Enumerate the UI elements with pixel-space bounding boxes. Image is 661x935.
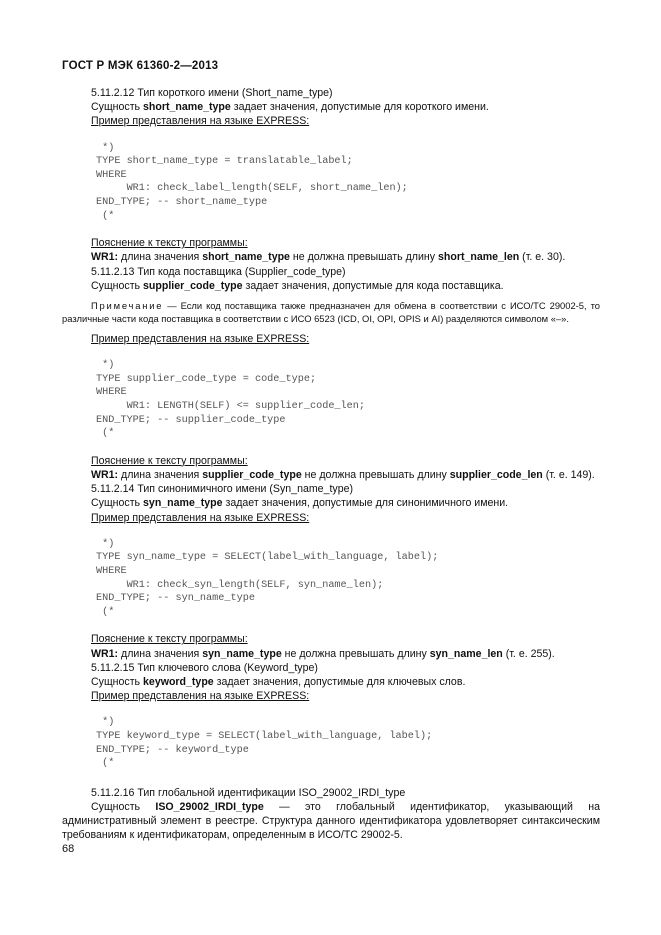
express-code-block: *) TYPE supplier_code_type = code_type; WHERE WR1: LENGTH(SELF) <= supplier_code_len; END_TYPE; -- supplier_code_type (*: [96, 360, 365, 440]
section-heading: 5.11.2.14 Тип синонимичного имени (Syn_name_type): [91, 483, 354, 496]
entity-name: ISO_29002_IRDI_type: [155, 800, 264, 813]
note-paragraph: Примечание — Если код поставщика также предназначен для обмена в соответствии с ИСО/ТС 29002-5, то различные части кода поставщика в соответствии с ИСО 6523 (ICD, OI, OPI, OPIS и AI) разделяются символом «–».: [62, 299, 600, 324]
explanation-label: Пояснение к тексту программы:: [91, 633, 248, 646]
example-label: Пример представления на языке EXPRESS:: [91, 332, 310, 345]
document-header: ГОСТ Р МЭК 61360-2—2013: [62, 60, 219, 72]
entity-description: Сущность keyword_type задает значения, допустимые для ключевых слов.: [91, 675, 466, 688]
entity-name: syn_name_type: [143, 497, 223, 510]
rule-explanation: WR1: длина значения short_name_type не должна превышать длину short_name_len (т. е. 30).: [91, 251, 566, 264]
express-code-block: *) TYPE syn_name_type = SELECT(label_with_language, label); WHERE WR1: check_syn_length(SELF, syn_name_len); END_TYPE; -- syn_name_type (*: [96, 538, 439, 618]
section-heading: 5.11.2.16 Тип глобальной идентификации ISO_29002_IRDI_type: [91, 786, 406, 799]
example-label: Пример представления на языке EXPRESS:: [91, 690, 310, 703]
explanation-label: Пояснение к тексту программы:: [91, 237, 248, 250]
section-heading: 5.11.2.15 Тип ключевого слова (Keyword_type): [91, 661, 318, 674]
entity-description: Сущность ISO_29002_IRDI_type — это глобальный идентификатор, указывающий на административный элемент в реестре. Структура данного идентификатора удовлетворяет синтаксическим требованиям к идентификаторам, определенным в ИСО/ТС 29002-5.: [62, 800, 600, 842]
entity-description: Сущность supplier_code_type задает значения, допустимые для кода поставщика.: [91, 279, 504, 292]
note-label: Примечание: [91, 299, 164, 311]
rule-explanation: WR1: длина значения supplier_code_type не должна превышать длину supplier_code_len (т. е. 149).: [91, 468, 595, 481]
example-label: Пример представления на языке EXPRESS:: [91, 115, 310, 128]
page-body: [62, 86, 600, 843]
rule-explanation: WR1: длина значения syn_name_type не должна превышать длину syn_name_len (т. е. 255).: [91, 647, 555, 660]
express-code-block: *) TYPE keyword_type = SELECT(label_with_language, label); END_TYPE; -- keyword_type (*: [96, 717, 433, 770]
express-code-block: *) TYPE short_name_type = translatable_label; WHERE WR1: check_label_length(SELF, short_name_len); END_TYPE; -- short_name_type (*: [96, 142, 408, 222]
explanation-label: Пояснение к тексту программы:: [91, 454, 248, 467]
entity-name: short_name_type: [143, 101, 231, 114]
entity-name: keyword_type: [143, 675, 214, 688]
page-number: 68: [62, 843, 75, 855]
entity-description: Сущность short_name_type задает значения, допустимые для короткого имени.: [91, 101, 489, 114]
entity-name: supplier_code_type: [143, 279, 243, 292]
section-heading: 5.11.2.12 Тип короткого имени (Short_name_type): [91, 87, 333, 99]
example-label: Пример представления на языке EXPRESS:: [91, 511, 310, 524]
entity-description: Сущность syn_name_type задает значения, допустимые для синонимичного имени.: [91, 497, 509, 510]
section-heading: 5.11.2.13 Тип кода поставщика (Supplier_code_type): [91, 265, 346, 278]
